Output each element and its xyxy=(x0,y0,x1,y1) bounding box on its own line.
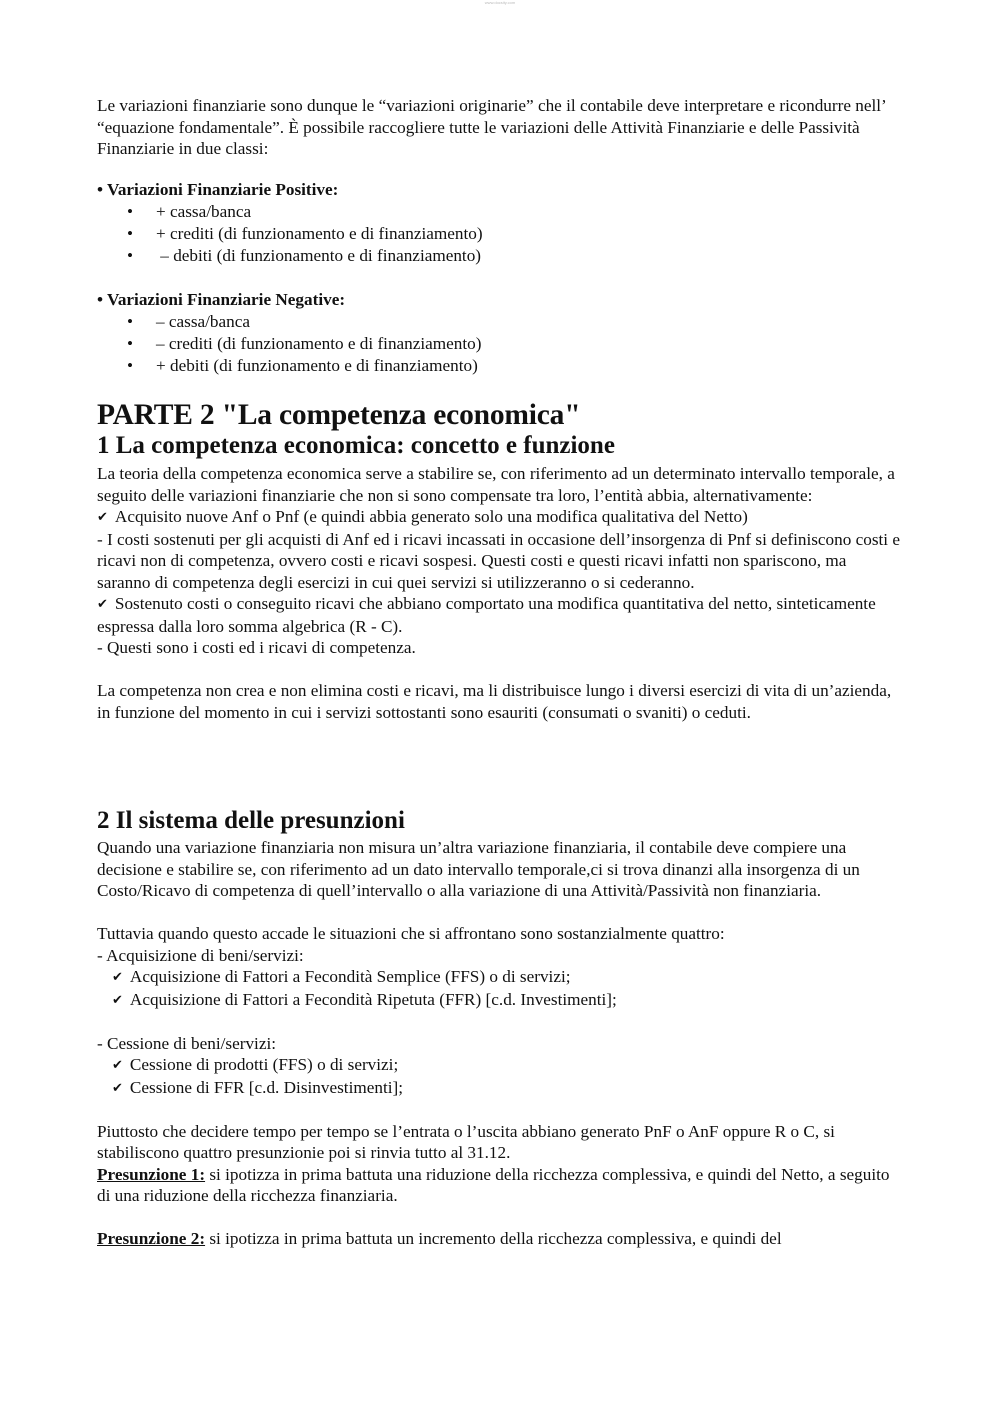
section-1-title: 1 La competenza economica: concetto e funzione xyxy=(97,432,615,459)
presumption-2: Presunzione 2: si ipotizza in prima battuta un incremento della ricchezza complessiva, e quindi del xyxy=(97,1229,782,1248)
presumption-1: Presunzione 1: si ipotizza in prima battuta una riduzione della ricchezza complessiva, e quindi del Netto, a seguito di una riduzione della ricchezza finanziaria. xyxy=(97,1164,890,1205)
part-title: PARTE 2 "La competenza economica" xyxy=(97,399,581,431)
cession-label: - Cessione di beni/servizi: xyxy=(97,1033,277,1053)
list-item: ✔ Acquisizione di Fattori a Fecondità Semplice (FFS) o di servizi; xyxy=(97,966,903,989)
section-2-paragraph: Piuttosto che decidere tempo per tempo se l’entrata o l’uscita abbiano generato PnF o AnF oppure R o C, si stabiliscono quattro presunzionie poi si rinvia tutto al 31.12. xyxy=(97,1121,835,1162)
section-1-item: ✔ Sostenuto costi o conseguito ricavi che abbiano comportato una modifica quantitativa del netto, sinteticamente espressa dalla loro somma algebrica (R - C). xyxy=(97,594,876,636)
section-1-item: ✔ Acquisito nuove Anf o Pnf (e quindi abbia generato solo una modifica qualitativa del Netto) xyxy=(97,506,903,529)
positive-variations-list xyxy=(97,201,483,267)
section-2-body xyxy=(97,837,903,1250)
bullet-icon: • xyxy=(127,312,134,331)
bullet-icon: • xyxy=(127,334,134,353)
checkmark-icon: ✔ xyxy=(97,597,108,612)
bullet-icon: • xyxy=(127,202,134,221)
acquisition-label: - Acquisizione di beni/servizi: xyxy=(97,945,304,965)
presumption-1-label: Presunzione 1: xyxy=(97,1164,206,1184)
negative-variations-block xyxy=(97,289,482,377)
list-item: • + debiti (di funzionamento e di finanziamento) xyxy=(127,356,478,375)
list-item: ✔ Cessione di FFR [c.d. Disinvestimenti]; xyxy=(97,1077,903,1100)
section-1-paragraph: La teoria della competenza economica serve a stabilire se, con riferimento ad un determinato intervallo temporale, a seguito delle variazioni finanziarie che non si sono compensate tra loro, l’entità abbia, alternativamente: xyxy=(97,464,895,505)
section-2-title: 2 Il sistema delle presunzioni xyxy=(97,807,405,834)
negative-variations-list xyxy=(97,311,482,377)
list-item: • – cassa/banca xyxy=(127,312,251,331)
positive-variations-block xyxy=(97,179,483,267)
negative-variations-heading: • Variazioni Finanziarie Negative: xyxy=(97,290,346,309)
section-1-paragraph: - I costi sostenuti per gli acquisti di Anf ed i ricavi incassati in occasione dell’insorgenza di Pnf si definiscono costi e ricavi non di competenza, ovvero costi e ricavi sospesi. Questi costi e questi ricavi infatti non spariscono, ma saranno di competenza degli esercizi in cui quei servizi si utilizzeranno o si cederanno. xyxy=(97,529,901,592)
list-item: • – crediti (di funzionamento e di finanziamento) xyxy=(127,334,482,353)
checkmark-icon: ✔ xyxy=(112,1058,123,1073)
list-item: ✔ Acquisizione di Fattori a Fecondità Ripetuta (FFR) [c.d. Investimenti]; xyxy=(97,989,903,1012)
presumption-2-label: Presunzione 2: xyxy=(97,1229,206,1248)
section-2-paragraph: Tuttavia quando questo accade le situazioni che si affrontano sono sostanzialmente quattro: xyxy=(97,924,725,943)
list-item: • – debiti (di funzionamento e di finanziamento) xyxy=(127,246,482,265)
list-item: ✔ Cessione di prodotti (FFS) o di servizi; xyxy=(97,1054,903,1077)
bullet-icon: • xyxy=(127,356,134,375)
list-item: • + crediti (di funzionamento e di finanziamento) xyxy=(127,224,483,243)
section-1-paragraph: La competenza non crea e non elimina costi e ricavi, ma li distribuisce lungo i diversi esercizi di vita di un’azienda, in funzione del momento in cui i servizi sottostanti sono esauriti (consumati o svaniti) o ceduti. xyxy=(97,681,892,722)
section-1-paragraph: - Questi sono i costi ed i ricavi di competenza. xyxy=(97,638,416,657)
watermark-text: www.docsity.com xyxy=(484,0,516,5)
section-1-body xyxy=(97,463,903,723)
checkmark-icon: ✔ xyxy=(112,970,123,985)
intro-paragraph: Le variazioni finanziarie sono dunque le “variazioni originarie” che il contabile deve interpretare e ricondurre nell’ “equazione fondamentale”. È possibile raccogliere tutte le variazioni delle Attività Finanziarie e delle Passività Finanziarie in due classi: xyxy=(97,96,886,158)
list-item: • + cassa/banca xyxy=(127,202,252,221)
section-2-paragraph: Quando una variazione finanziaria non misura un’altra variazione finanziaria, il contabile deve compiere una decisione e stabilire se, con riferimento ad un dato intervallo temporale,ci si trova dinanzi alla insorgenza di un Costo/Ricavo di competenza di quell’intervallo o alla variazione di una Attività/Passività non finanziaria. xyxy=(97,838,860,900)
positive-variations-heading: • Variazioni Finanziarie Positive: xyxy=(97,180,339,199)
checkmark-icon: ✔ xyxy=(112,1080,123,1096)
checkmark-icon: ✔ xyxy=(97,510,108,525)
bullet-icon: • xyxy=(127,224,134,243)
bullet-icon: • xyxy=(127,246,134,265)
checkmark-icon: ✔ xyxy=(112,992,123,1008)
